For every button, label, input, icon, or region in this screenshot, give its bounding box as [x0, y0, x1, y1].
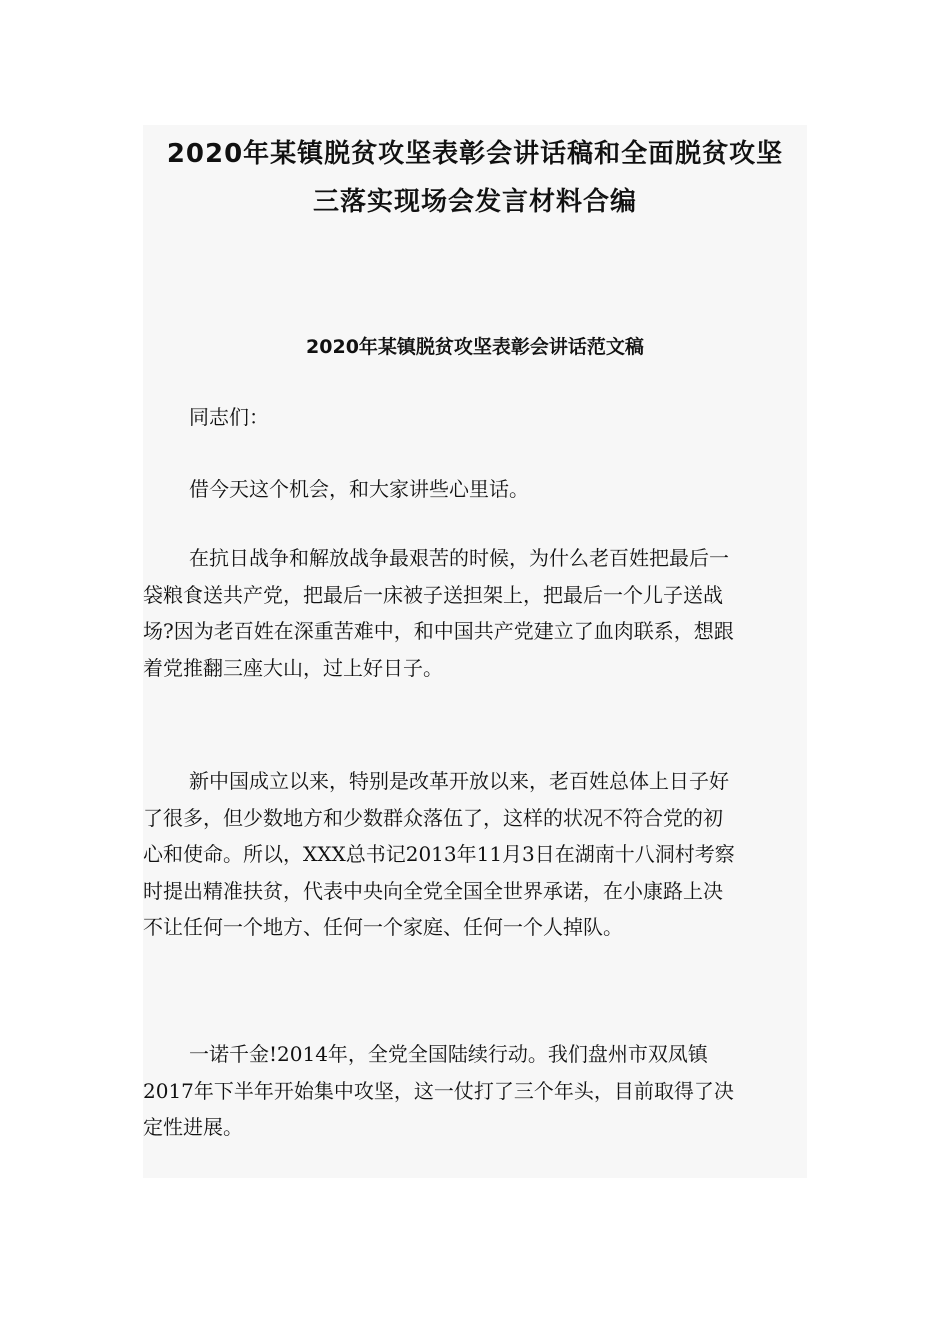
- document-title-line-1: 2020年某镇脱贫攻坚表彰会讲话稿和全面脱贫攻坚: [166, 139, 784, 169]
- paragraph-line: 心和使命。所以，XXX总书记2013年11月3日在湖南十八洞村考察: [143, 842, 735, 866]
- paragraph-opening: [143, 471, 807, 508]
- paragraph-reform: [143, 763, 807, 946]
- section-title: 2020年某镇脱贫攻坚表彰会讲话范文稿: [306, 336, 644, 358]
- paragraph-line: 袋粮食送共产党，把最后一床被子送担架上，把最后一个儿子送战: [143, 582, 723, 607]
- paragraph-line: 场?因为老百姓在深重苦难中，和中国共产党建立了血肉联系，想跟: [143, 619, 734, 643]
- paragraph-line: 定性进展。: [143, 1115, 243, 1139]
- paragraph-history: [143, 540, 807, 686]
- paragraph-line: 了很多，但少数地方和少数群众落伍了，这样的状况不符合党的初: [143, 805, 723, 830]
- paragraph-line: 着党推翻三座大山，过上好日子。: [143, 655, 443, 680]
- paragraph-line: 在抗日战争和解放战争最艰苦的时候，为什么老百姓把最后一: [189, 546, 729, 570]
- paragraph-line: 新中国成立以来，特别是改革开放以来，老百姓总体上日子好: [189, 769, 729, 793]
- paragraph-promise: [143, 1036, 807, 1146]
- document-title: [143, 130, 807, 226]
- paragraph-line: 借今天这个机会，和大家讲些心里话。: [189, 477, 529, 501]
- paragraph-line: 时提出精准扶贫，代表中央向全党全国全世界承诺，在小康路上决: [143, 878, 723, 903]
- paragraph-line: 一诺千金!2014年，全党全国陆续行动。我们盘州市双凤镇: [189, 1042, 708, 1066]
- paragraph-line: 不让任何一个地方、任何一个家庭、任何一个人掉队。: [143, 915, 623, 939]
- document-title-line-2: 三落实现场会发言材料合编: [312, 187, 637, 217]
- paragraph-salutation: [143, 399, 807, 436]
- paragraph-line: 同志们：: [189, 405, 269, 429]
- paragraph-line: 2017年下半年开始集中攻坚，这一仗打了三个年头，目前取得了决: [143, 1078, 734, 1103]
